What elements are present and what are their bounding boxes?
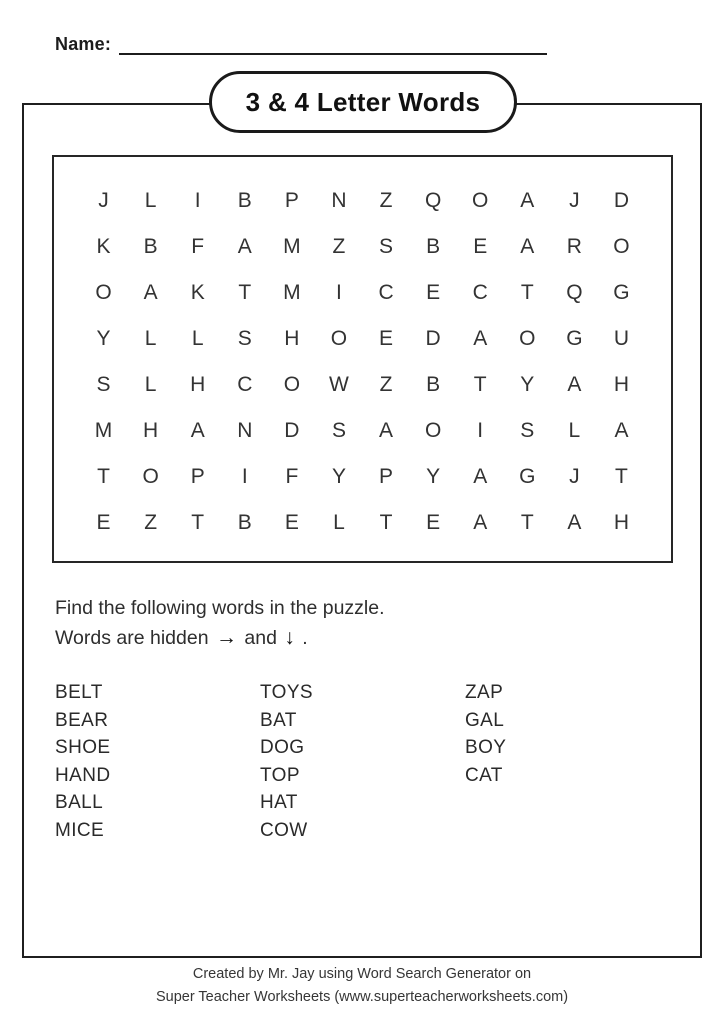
- word-item: BELT: [55, 682, 103, 703]
- grid-letter: J: [569, 188, 580, 212]
- grid-letter: S: [96, 372, 111, 396]
- puzzle-box: [52, 155, 673, 563]
- grid-letter: Z: [332, 234, 346, 258]
- title-pill: [209, 71, 517, 133]
- grid-letter: S: [379, 234, 394, 258]
- instructions: [55, 593, 385, 653]
- grid-letter: G: [519, 464, 536, 488]
- grid-letter: A: [614, 418, 629, 442]
- grid-letter: G: [613, 280, 630, 304]
- word-item: HAT: [260, 792, 298, 814]
- grid-letter: B: [237, 510, 252, 534]
- word-column: [260, 679, 465, 845]
- grid-letter: Z: [379, 188, 393, 212]
- word-item: BAT: [260, 709, 297, 731]
- grid-letter: U: [613, 326, 630, 350]
- grid-letter: I: [241, 464, 248, 488]
- grid-letter: B: [426, 234, 441, 258]
- grid-letter: O: [519, 326, 536, 350]
- grid-letter: A: [520, 188, 535, 212]
- grid-letter: C: [472, 280, 488, 304]
- word-item: CAT: [465, 764, 503, 786]
- grid-letter: E: [284, 510, 299, 534]
- grid-letter: Z: [144, 510, 158, 534]
- word-item: BEAR: [55, 709, 109, 731]
- instructions-line2-mid: and: [244, 627, 277, 649]
- grid-letter: L: [144, 326, 157, 350]
- grid-letter: K: [190, 280, 205, 304]
- grid-letter: O: [283, 372, 301, 396]
- grid-letter: O: [330, 326, 348, 350]
- instructions-line1: Find the following words in the puzzle.: [55, 597, 385, 619]
- grid-letter: D: [613, 188, 630, 212]
- grid-letter: T: [615, 464, 628, 488]
- grid-letter: T: [520, 280, 534, 304]
- grid-letter: S: [237, 326, 252, 350]
- grid-letter: T: [97, 464, 110, 488]
- grid-letter: A: [190, 418, 205, 442]
- grid-letter: H: [613, 372, 630, 396]
- grid-letter: O: [142, 464, 159, 488]
- name-label: Name:: [55, 34, 112, 54]
- grid-letter: M: [283, 234, 301, 258]
- word-item: DOG: [260, 737, 305, 759]
- grid-letter: Q: [566, 280, 583, 304]
- grid-letter: Y: [96, 326, 111, 350]
- grid-letter: Z: [379, 372, 393, 396]
- grid-letter: C: [237, 372, 253, 396]
- grid-letter: I: [477, 418, 484, 442]
- footer-credit: [0, 963, 724, 1009]
- grid-letter: A: [143, 280, 158, 304]
- grid-letter: F: [191, 234, 205, 258]
- grid-letter: H: [190, 372, 206, 396]
- grid-letter: L: [144, 188, 157, 212]
- grid-letter: E: [96, 510, 111, 534]
- grid-letter: H: [613, 510, 630, 534]
- grid-letter: A: [379, 418, 394, 442]
- word-item: SHOE: [55, 737, 111, 759]
- grid-letter: C: [378, 280, 394, 304]
- grid-letter: O: [472, 188, 489, 212]
- grid-letter: D: [284, 418, 300, 442]
- grid-letter: L: [568, 418, 581, 442]
- grid-letter: E: [426, 280, 441, 304]
- grid-letter: H: [284, 326, 300, 350]
- word-item: TOP: [260, 764, 300, 786]
- grid-letter: J: [569, 464, 580, 488]
- grid-letter: T: [379, 510, 393, 534]
- grid-letter: D: [425, 326, 441, 350]
- grid-letter: O: [424, 418, 442, 442]
- instructions-line2: [55, 623, 385, 653]
- instructions-line2-suffix: .: [302, 627, 308, 649]
- word-item: ZAP: [465, 682, 504, 703]
- grid-letter: L: [333, 510, 345, 534]
- grid-letter: A: [473, 464, 488, 488]
- word-item: COW: [260, 819, 308, 841]
- name-row: [55, 34, 547, 55]
- page-title: 3 & 4 Letter Words: [245, 86, 481, 117]
- grid-letter: G: [566, 326, 583, 350]
- grid-letter: T: [473, 372, 487, 396]
- word-column: [55, 679, 260, 845]
- word-item: BALL: [55, 792, 104, 814]
- grid-letter: T: [191, 510, 205, 534]
- grid-letter: I: [194, 188, 201, 212]
- word-item: GAL: [465, 709, 505, 731]
- grid-letter: L: [191, 326, 204, 350]
- word-item: BOY: [465, 737, 507, 759]
- footer-line2: Super Teacher Worksheets (www.superteacherworksheets.com): [155, 989, 569, 1005]
- grid-letter: E: [473, 234, 488, 258]
- word-column: [465, 679, 615, 845]
- grid-letter: E: [426, 510, 441, 534]
- grid-letter: Y: [331, 464, 346, 488]
- grid-letter: A: [567, 510, 582, 534]
- grid-letter: A: [473, 510, 488, 534]
- word-list: [55, 679, 615, 845]
- grid-letter: M: [283, 280, 301, 304]
- grid-letter: T: [520, 510, 534, 534]
- grid-letter: H: [143, 418, 159, 442]
- grid-letter: O: [613, 234, 630, 258]
- down-arrow-icon: ↓: [284, 626, 295, 649]
- grid-letter: W: [329, 372, 349, 396]
- word-item: HAND: [55, 764, 111, 786]
- grid-letter: R: [566, 234, 582, 258]
- grid-letter: N: [237, 418, 253, 442]
- grid-letter: P: [379, 464, 394, 488]
- grid-letter: S: [520, 418, 535, 442]
- footer-line1: Created by Mr. Jay using Word Search Generator on: [192, 966, 532, 982]
- grid-letter: S: [331, 418, 346, 442]
- puzzle-grid: [54, 157, 671, 561]
- grid-letter: A: [237, 234, 252, 258]
- grid-letter: Q: [424, 188, 442, 212]
- grid-letter: T: [238, 280, 252, 304]
- grid-letter: O: [95, 280, 112, 304]
- grid-letter: N: [331, 188, 347, 212]
- name-input-line: [119, 35, 547, 55]
- grid-letter: Y: [426, 464, 441, 488]
- instructions-line2-prefix: Words are hidden: [55, 627, 209, 649]
- grid-letter: F: [285, 464, 299, 488]
- grid-letter: M: [94, 418, 113, 442]
- word-item: MICE: [55, 819, 105, 841]
- word-item: TOYS: [260, 682, 313, 703]
- grid-letter: A: [473, 326, 488, 350]
- grid-letter: L: [144, 372, 157, 396]
- grid-letter: I: [336, 280, 342, 304]
- grid-letter: A: [567, 372, 582, 396]
- right-arrow-icon: →: [215, 626, 237, 649]
- grid-letter: B: [426, 372, 441, 396]
- grid-letter: A: [520, 234, 535, 258]
- grid-letter: E: [379, 326, 394, 350]
- grid-letter: P: [190, 464, 205, 488]
- grid-letter: B: [143, 234, 158, 258]
- grid-letter: P: [284, 188, 299, 212]
- grid-letter: Y: [520, 372, 535, 396]
- grid-letter: J: [98, 188, 109, 212]
- grid-letter: B: [237, 188, 252, 212]
- grid-letter: K: [96, 234, 111, 258]
